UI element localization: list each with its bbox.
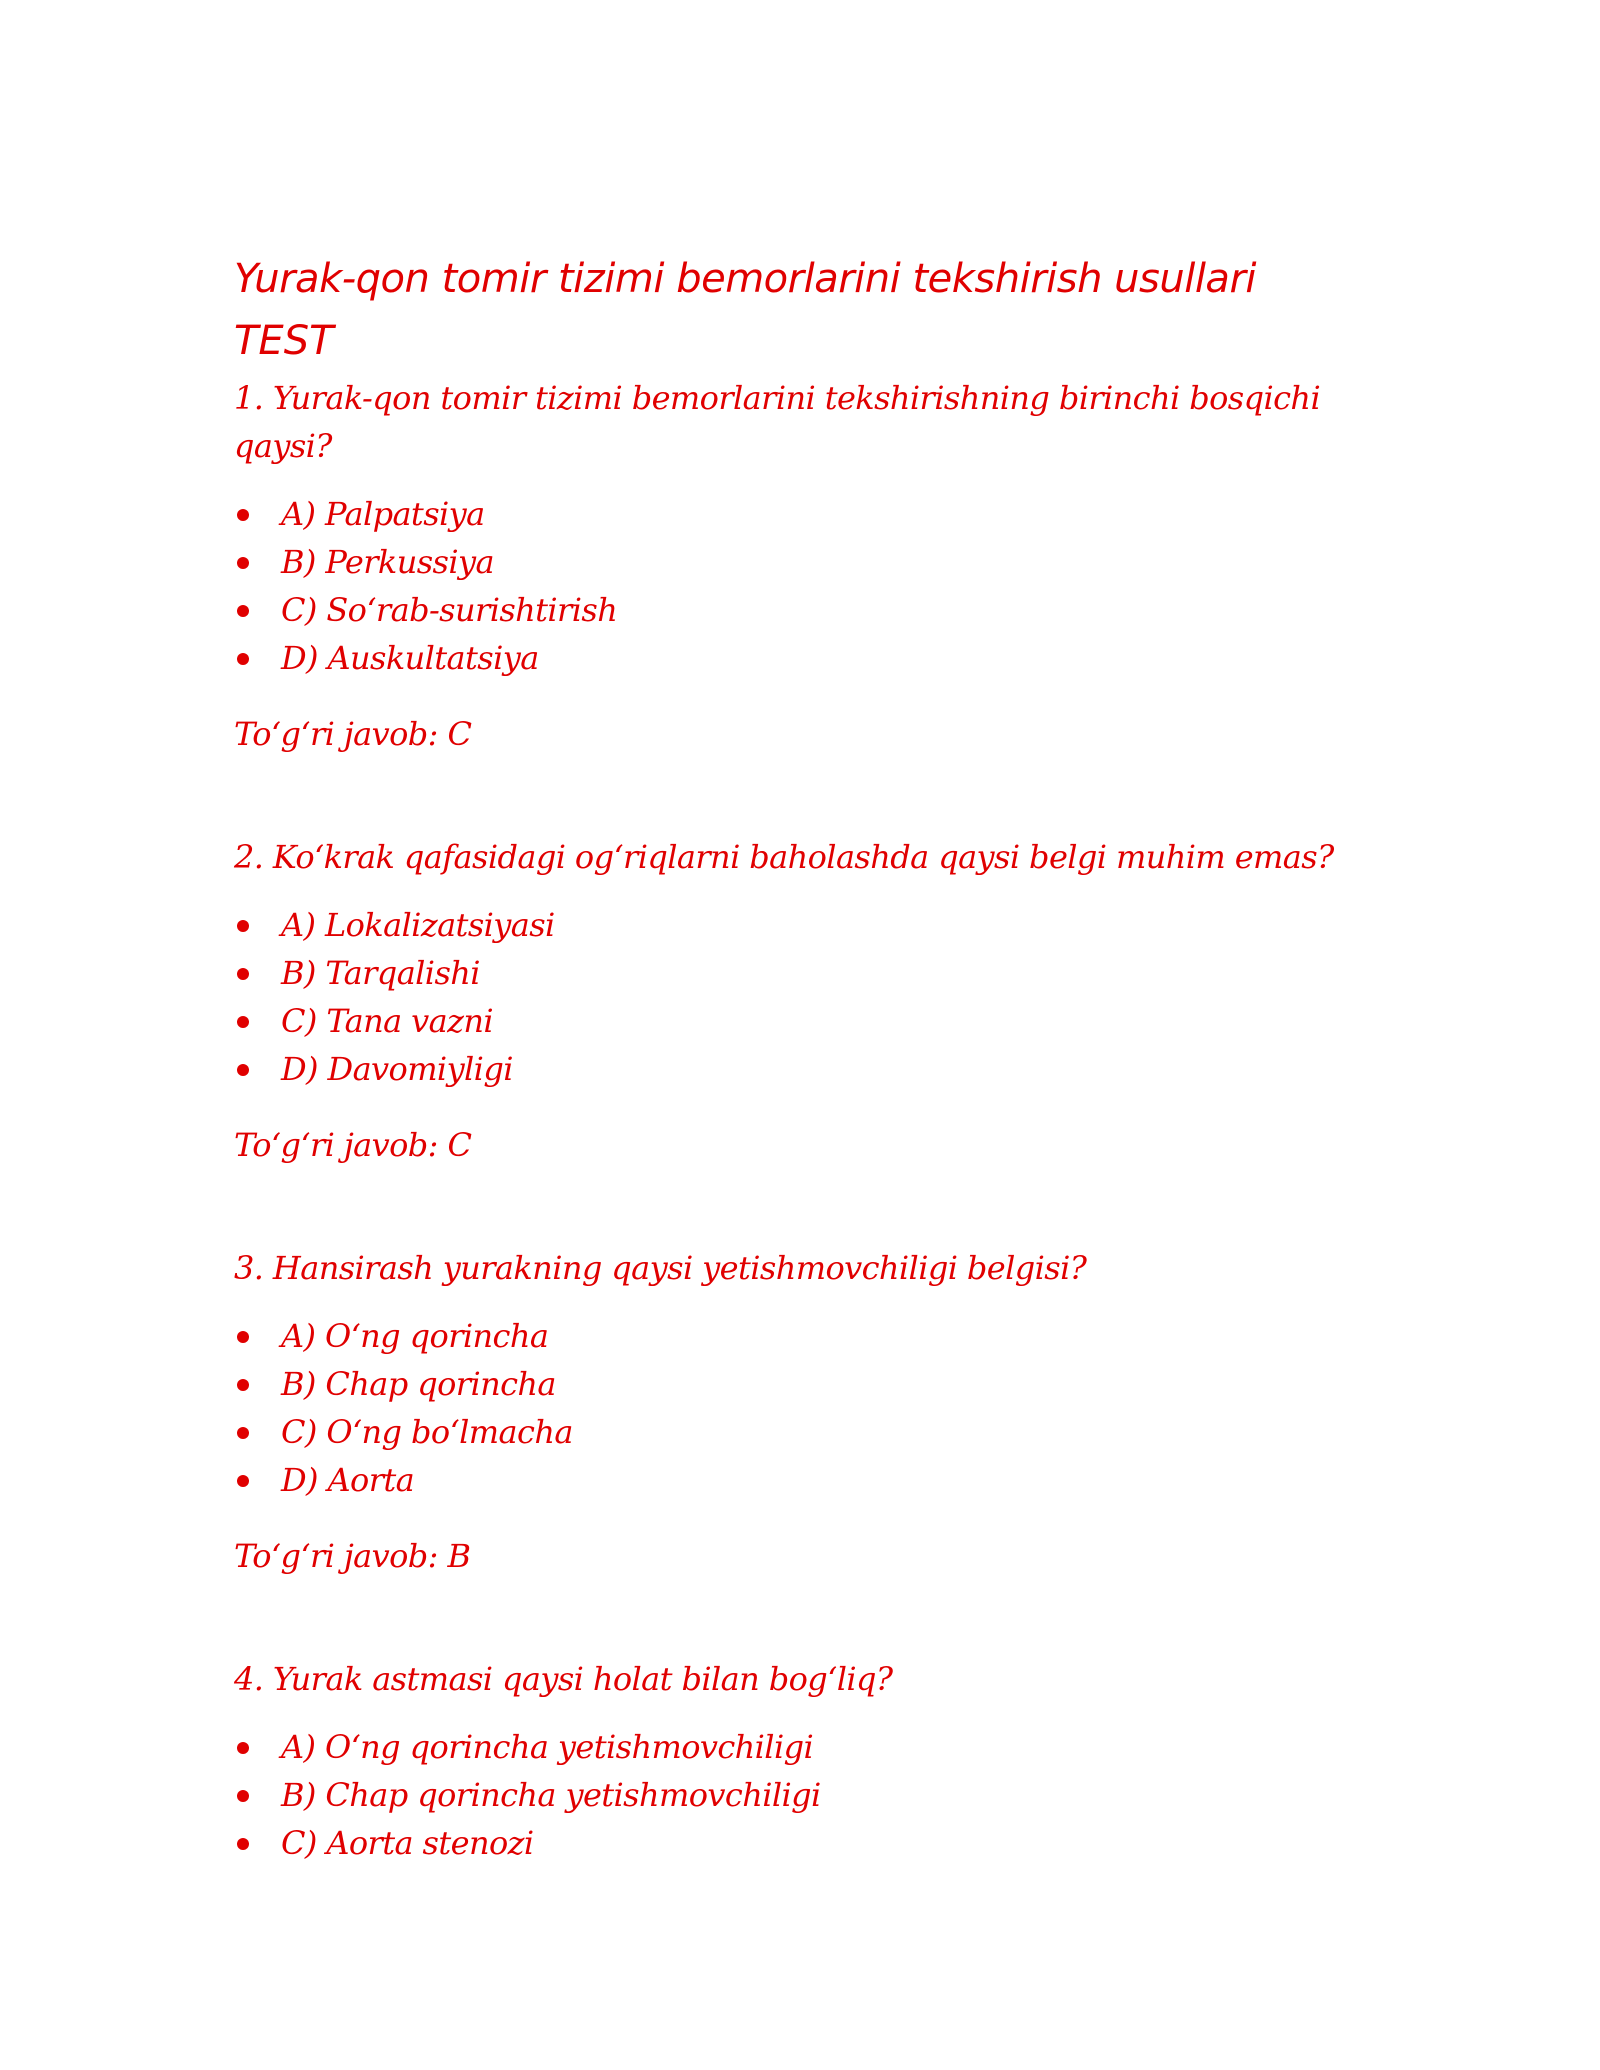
question-block-4 [234, 1655, 1394, 1867]
bullet-icon [237, 1838, 249, 1850]
correct-answer: To‘g‘ri javob: C [234, 715, 472, 753]
bullet-icon [237, 605, 249, 617]
option-item [234, 586, 1394, 634]
correct-answer: To‘g‘ri javob: C [234, 1126, 472, 1164]
option-label: C) O‘ng bo‘lmacha [281, 1413, 573, 1451]
option-label: A) Palpatsiya [281, 495, 485, 533]
options-list [234, 901, 1394, 1093]
bullet-icon [237, 1742, 249, 1754]
option-item [234, 1723, 1394, 1771]
option-item [234, 1408, 1394, 1456]
question-text: 1. Yurak-qon tomir tizimi bemorlarini tekshirishning birinchi bosqichi qaysi? [234, 379, 1321, 465]
option-item [234, 1819, 1394, 1867]
bullet-icon [237, 1790, 249, 1802]
document-title: Yurak-qon tomir tizimi bemorlarini tekshirish usullari [234, 256, 1257, 302]
bullet-icon [237, 1016, 249, 1028]
option-item [234, 1456, 1394, 1504]
option-item [234, 634, 1394, 682]
question-text: 4. Yurak astmasi qaysi holat bilan bog‘liq? [234, 1660, 893, 1698]
option-label: C) So‘rab-surishtirish [281, 591, 618, 629]
option-item [234, 1045, 1394, 1093]
option-label: A) O‘ng qorincha [281, 1317, 549, 1355]
option-label: D) Auskultatsiya [281, 639, 539, 677]
option-item [234, 1771, 1394, 1819]
option-label: B) Tarqalishi [281, 954, 480, 992]
option-item [234, 538, 1394, 586]
bullet-icon [237, 653, 249, 665]
option-item [234, 1312, 1394, 1360]
bullet-icon [237, 1331, 249, 1343]
bullet-icon [237, 1427, 249, 1439]
options-list [234, 1723, 1394, 1867]
document-page [234, 248, 1394, 1867]
option-label: D) Davomiyligi [281, 1050, 513, 1088]
option-item [234, 997, 1394, 1045]
option-label: C) Tana vazni [281, 1002, 493, 1040]
option-label: C) Aorta stenozi [281, 1824, 534, 1862]
option-label: B) Chap qorincha [281, 1365, 556, 1403]
option-label: B) Chap qorincha yetishmovchiligi [281, 1776, 821, 1814]
bullet-icon [237, 920, 249, 932]
options-list [234, 490, 1394, 682]
option-item [234, 901, 1394, 949]
question-block-3 [234, 1244, 1394, 1580]
option-label: A) O‘ng qorincha yetishmovchiligi [281, 1728, 814, 1766]
question-text: 2. Ko‘krak qafasidagi og‘riqlarni baholashda qaysi belgi muhim emas? [234, 838, 1334, 876]
document-subtitle: TEST [234, 318, 334, 364]
option-item [234, 949, 1394, 997]
bullet-icon [237, 1379, 249, 1391]
bullet-icon [237, 1475, 249, 1487]
option-label: B) Perkussiya [281, 543, 494, 581]
bullet-icon [237, 557, 249, 569]
bullet-icon [237, 509, 249, 521]
bullet-icon [237, 1064, 249, 1076]
question-block-1 [234, 374, 1394, 758]
question-block-2 [234, 833, 1394, 1169]
option-item [234, 490, 1394, 538]
bullet-icon [237, 968, 249, 980]
question-text: 3. Hansirash yurakning qaysi yetishmovchiligi belgisi? [234, 1249, 1087, 1287]
options-list [234, 1312, 1394, 1504]
option-label: D) Aorta [281, 1461, 415, 1499]
correct-answer: To‘g‘ri javob: B [234, 1537, 471, 1575]
option-item [234, 1360, 1394, 1408]
option-label: A) Lokalizatsiyasi [281, 906, 555, 944]
